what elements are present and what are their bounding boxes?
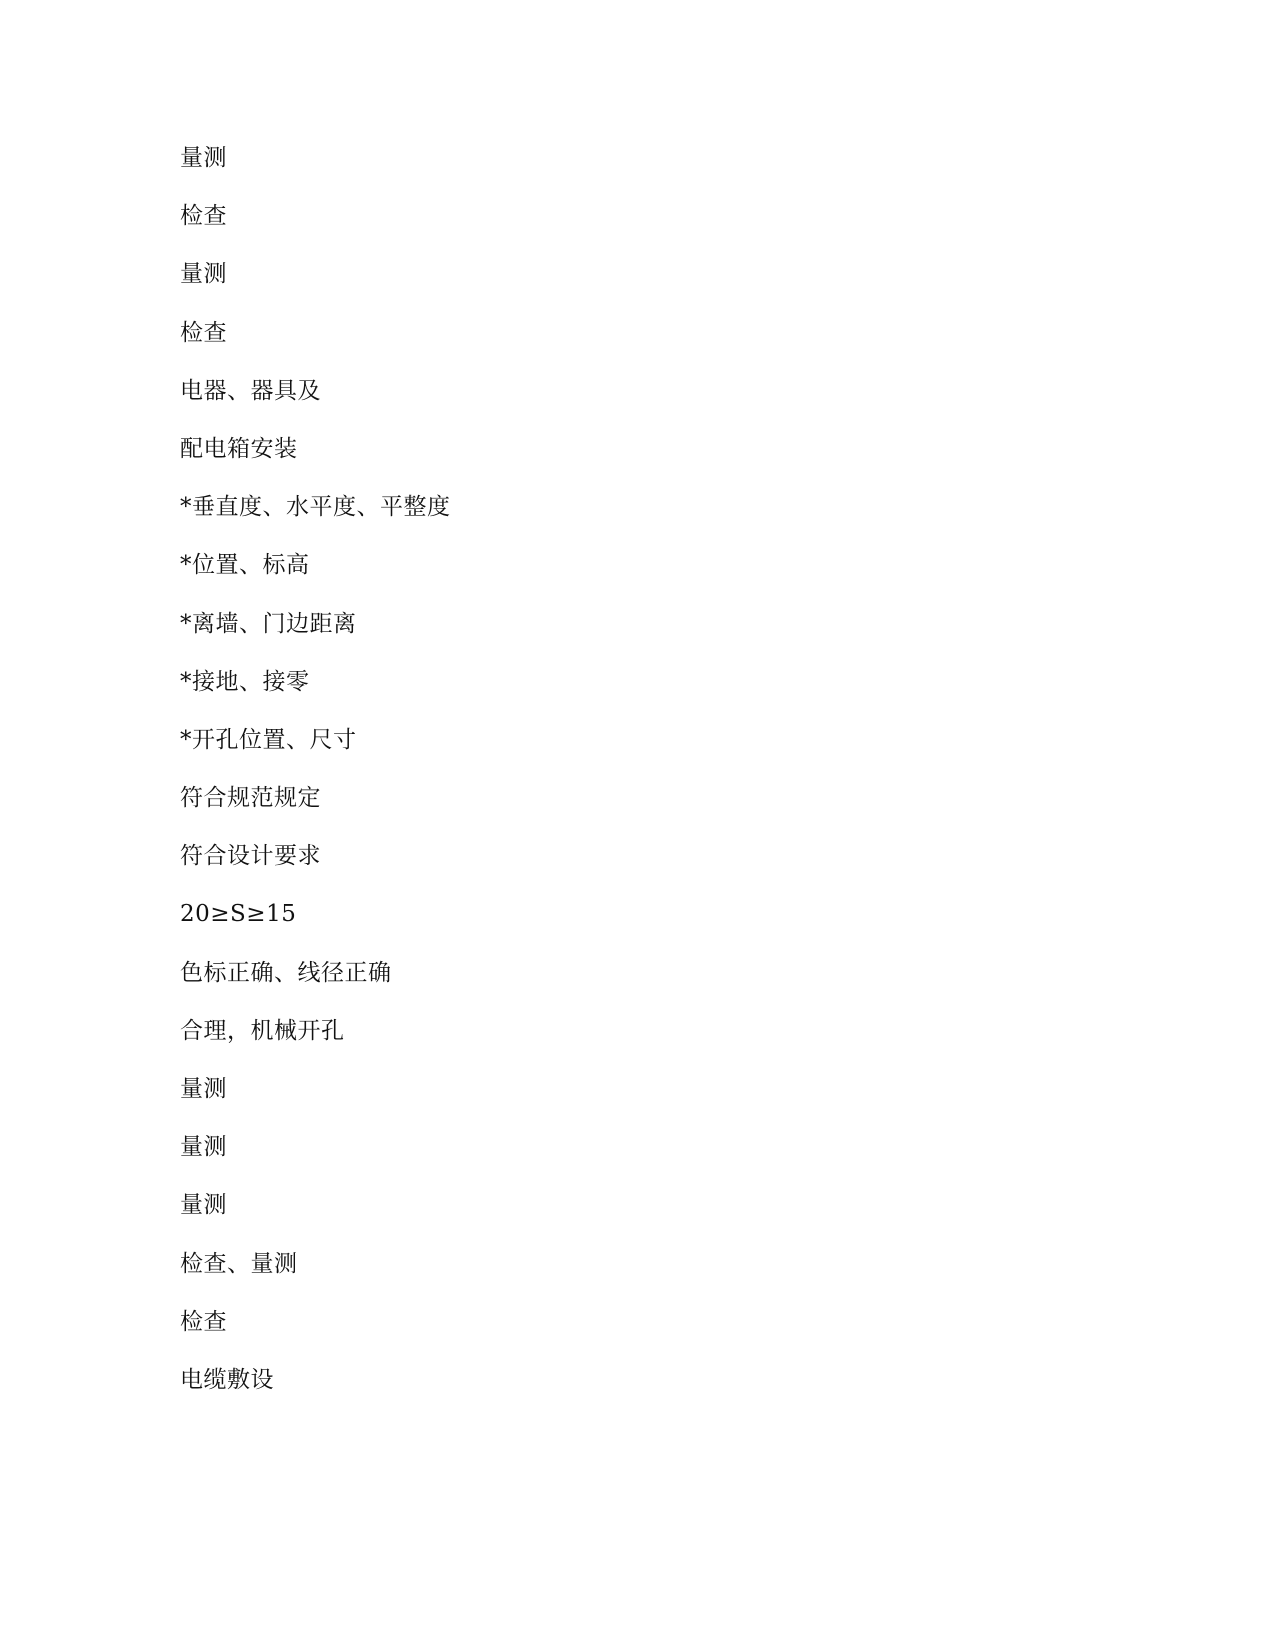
text-line: 量测	[180, 1076, 227, 1102]
text-line: *位置、标高	[180, 552, 310, 579]
text-line-list	[180, 140, 451, 1420]
text-line: 20≥S≥15	[180, 901, 297, 928]
text-line: *垂直度、水平度、平整度	[180, 494, 451, 521]
text-line: 色标正确、线径正确	[180, 959, 392, 986]
text-line: 量测	[180, 261, 227, 288]
text-line: 量测	[180, 145, 227, 171]
text-line: 检查	[180, 1308, 227, 1335]
text-line: 符合设计要求	[180, 843, 321, 870]
text-line: 符合规范规定	[180, 785, 321, 812]
text-line: 量测	[180, 1192, 227, 1219]
text-line: 检查、量测	[180, 1250, 298, 1277]
text-line: *离墙、门边距离	[180, 610, 357, 637]
text-line: *开孔位置、尺寸	[180, 726, 357, 753]
text-line: 电器、器具及	[180, 377, 321, 404]
text-line: *接地、接零	[180, 668, 310, 695]
text-line: 量测	[180, 1134, 227, 1161]
text-line: 电缆敷设	[180, 1366, 274, 1393]
text-line: 合理，机械开孔	[180, 1017, 345, 1044]
text-line: 配电箱安装	[180, 435, 298, 462]
text-line: 检查	[180, 203, 227, 230]
text-line: 检查	[180, 319, 227, 346]
